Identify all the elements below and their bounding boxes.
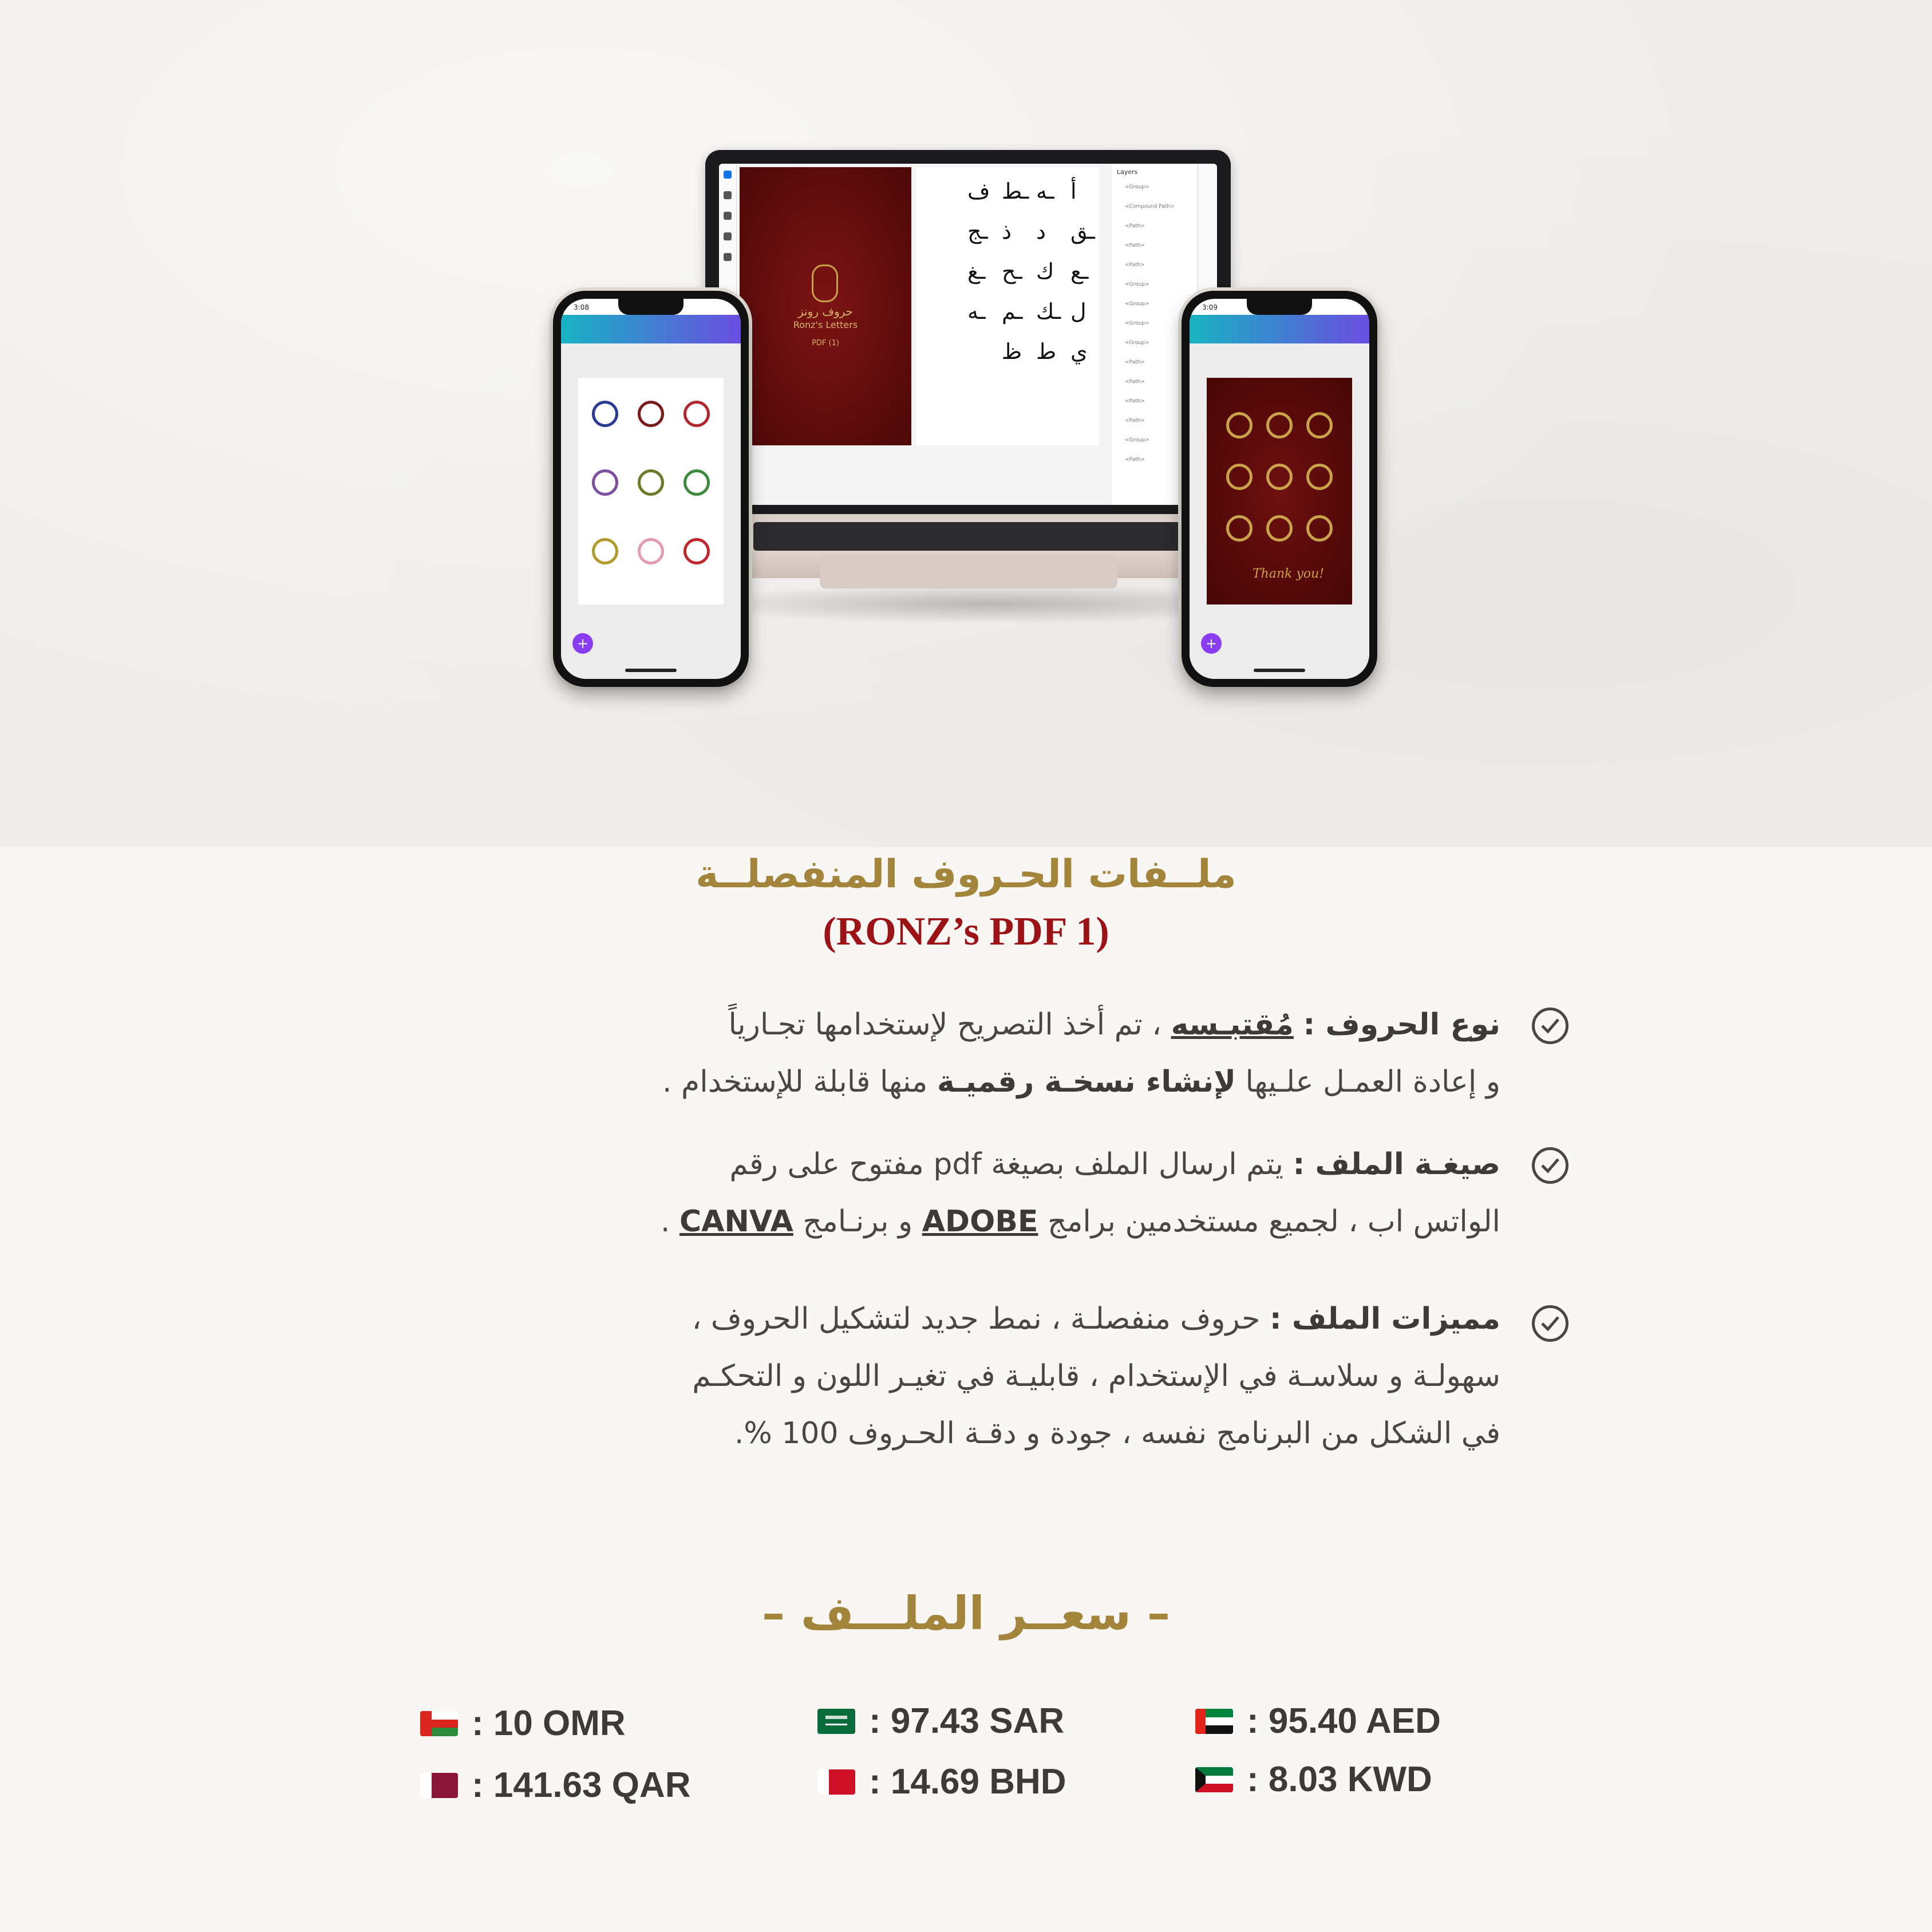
uae-flag-icon [1195, 1709, 1233, 1734]
feature-file-advantages [413, 1290, 1500, 1462]
eraser-tool-icon [724, 253, 732, 261]
letter-mark [1306, 412, 1333, 438]
price-kwd [1195, 1760, 1539, 1800]
oman-flag-icon [420, 1711, 458, 1736]
phone-left-screen [561, 299, 741, 679]
feature-line: سهولـة و سلاسـة في الإستخدام ، قابليـة في تغيـر اللون و التحكـم [692, 1359, 1500, 1393]
feature-text: حروف منفصلـة ، نمط جديد لتشكيل الحروف ، [692, 1302, 1261, 1336]
add-button[interactable]: + [572, 633, 593, 654]
letter-mark [1306, 515, 1333, 542]
page-title: ملــفات الحـروف المنفصلــة [696, 852, 1236, 897]
price-text: : 14.69 BHD [869, 1762, 1066, 1801]
feature-text: يتم ارسال الملف بصيغة pdf مفتوح على رقم [729, 1147, 1283, 1182]
laptop-keyboard [753, 522, 1184, 551]
bahrain-flag-icon [817, 1769, 855, 1795]
home-indicator [1254, 669, 1305, 672]
phone-right [1182, 291, 1377, 687]
letter-mark [683, 538, 710, 564]
glyph: ـط [1002, 179, 1029, 204]
letter-mark [638, 401, 664, 427]
check-icon [1532, 1147, 1568, 1184]
layer-row[interactable]: <Group> [1125, 437, 1149, 443]
layers-title: Layers [1117, 168, 1138, 176]
feature-line [413, 1053, 1500, 1111]
feature-emphasis: مُقتبـسه [1171, 1008, 1294, 1042]
price-omr [420, 1704, 764, 1744]
feature-text: . [660, 1204, 670, 1239]
price-bhd [817, 1762, 1161, 1802]
glyph: ي [1070, 339, 1088, 364]
kuwait-flag-icon [1195, 1767, 1233, 1792]
doc-logo-english: Ronz's Letters [793, 319, 858, 330]
layer-row[interactable]: <Path> [1125, 398, 1145, 404]
glyph: ذ [1002, 219, 1012, 244]
letter-mark [638, 469, 664, 496]
glyph: ـج [967, 219, 988, 244]
feature-label: مميزات الملف : [1269, 1302, 1500, 1336]
feature-line [413, 1290, 1500, 1348]
canva-text: CANVA [679, 1204, 793, 1239]
feature-file-format [413, 1136, 1500, 1250]
letter-mark [1266, 464, 1293, 490]
add-button[interactable]: + [1201, 633, 1222, 654]
glyph: د [1036, 219, 1046, 244]
doc-logo-sub: PDF (1) [812, 339, 839, 347]
qatar-flag-icon [420, 1773, 458, 1798]
magic-tool-icon [724, 191, 732, 199]
phone-notch [1247, 299, 1312, 315]
price-text: : 95.40 AED [1247, 1701, 1441, 1741]
glyph: ـه [967, 299, 986, 324]
feature-text: ، تم أخذ التصريح لإستخدامها تجـارياً [728, 1008, 1162, 1042]
letter-mark [1226, 464, 1253, 490]
glyph: ـه [1036, 179, 1054, 204]
phone-left-body [561, 343, 741, 679]
feature-letters-type [413, 996, 1500, 1111]
phone-notch [618, 299, 683, 315]
doc-logo-arabic: حروف رونز [797, 305, 854, 318]
pen-tool-icon [724, 212, 732, 220]
feature-text: الواتس اب ، لجميع مستخدمين برامج [1048, 1204, 1500, 1239]
letter-mark [638, 538, 664, 564]
layer-row[interactable]: <Path> [1125, 359, 1145, 365]
hero-mockup [0, 0, 1932, 847]
check-icon [1532, 1008, 1568, 1044]
letter-mark [1306, 464, 1333, 490]
price-title: – سعــر الملـــف – [762, 1587, 1170, 1640]
layer-row[interactable]: <Compound Path> [1125, 204, 1175, 210]
ronz-logo-icon [812, 264, 838, 302]
adobe-text: ADOBE [922, 1204, 1038, 1239]
glyph: ـك [1036, 299, 1061, 324]
check-icon [1532, 1305, 1568, 1342]
letter-mark [592, 469, 618, 496]
page-subtitle: (RONZ’s PDF 1) [823, 910, 1109, 954]
saudi-flag-icon [817, 1709, 855, 1734]
glyph: ـق [1070, 219, 1095, 244]
price-sar [817, 1701, 1161, 1741]
glyph: ـغ [967, 259, 986, 284]
letter-mark [683, 401, 710, 427]
feature-label: صيغـة الملف : [1293, 1147, 1500, 1182]
price-text: : 8.03 KWD [1247, 1760, 1432, 1799]
letter-mark [592, 401, 618, 427]
layer-row[interactable]: <Path> [1125, 262, 1145, 268]
phone-right-body [1190, 343, 1369, 679]
brush-tool-icon [724, 232, 732, 240]
laptop-screen [719, 164, 1217, 505]
glyph: ك [1036, 259, 1054, 284]
layer-row[interactable]: <Group> [1125, 321, 1149, 326]
feature-text: و برنـامج [803, 1204, 913, 1239]
phone-left-time: 3:08 [574, 303, 589, 311]
letter-mark [683, 469, 710, 496]
feature-line [413, 996, 1500, 1053]
phone-right-screen [1190, 299, 1369, 679]
layer-row[interactable]: <Group> [1125, 184, 1149, 190]
phone-right-time: 3:09 [1202, 303, 1218, 311]
layer-row[interactable]: <Path> [1125, 457, 1145, 463]
glyph: ف [967, 179, 990, 204]
letter-mark [1266, 515, 1293, 542]
colored-letters-doc [578, 378, 724, 605]
glyph: ـح [1002, 259, 1022, 284]
laptop-trackpad [820, 554, 1117, 588]
thank-you-text: Thank you! [1253, 567, 1325, 581]
canva-toolbar [561, 315, 741, 343]
layer-row[interactable]: <Path> [1125, 243, 1145, 248]
layer-row[interactable]: <Group> [1125, 340, 1149, 346]
glyph: ط [1036, 339, 1057, 364]
glyph: ظ [1002, 339, 1022, 364]
canva-toolbar [1190, 315, 1369, 343]
layer-row[interactable]: <Path> [1125, 379, 1145, 385]
feature-emphasis: لإنشاء نسخـة رقميـة [937, 1065, 1236, 1099]
feature-line: في الشكل من البرنامج نفسه ، جودة و دقـة الحـروف 100 %. [734, 1416, 1500, 1451]
gold-letters-doc [1207, 378, 1352, 605]
home-indicator [625, 669, 677, 672]
price-text: : 97.43 SAR [869, 1701, 1065, 1741]
price-text: : 10 OMR [472, 1704, 626, 1743]
layer-row[interactable]: <Path> [1125, 223, 1145, 229]
glyph-sheet [916, 167, 1099, 445]
layer-row[interactable]: <Group> [1125, 301, 1149, 307]
glyph: ـم [1002, 299, 1023, 324]
price-aed [1195, 1701, 1539, 1741]
feature-text: و إعادة العمـل علـيها [1245, 1065, 1500, 1099]
layer-row[interactable]: <Group> [1125, 282, 1149, 287]
letter-mark [592, 538, 618, 564]
glyph: ل [1070, 299, 1086, 324]
select-tool-icon [724, 171, 732, 179]
letter-mark [1266, 412, 1293, 438]
layer-row[interactable]: <Path> [1125, 418, 1145, 424]
price-text: : 141.63 QAR [472, 1765, 691, 1805]
feature-line [413, 1193, 1500, 1250]
feature-line [413, 1136, 1500, 1193]
phone-left [553, 291, 749, 687]
glyph: أ [1070, 179, 1077, 204]
price-qar [420, 1765, 764, 1805]
red-cover-document [740, 167, 911, 445]
feature-label: نوع الحروف : [1303, 1008, 1500, 1042]
letter-mark [1226, 412, 1253, 438]
feature-text: منها قابلة للإستخدام . [662, 1065, 928, 1099]
glyph: ـع [1070, 259, 1089, 284]
letter-mark [1226, 515, 1253, 542]
